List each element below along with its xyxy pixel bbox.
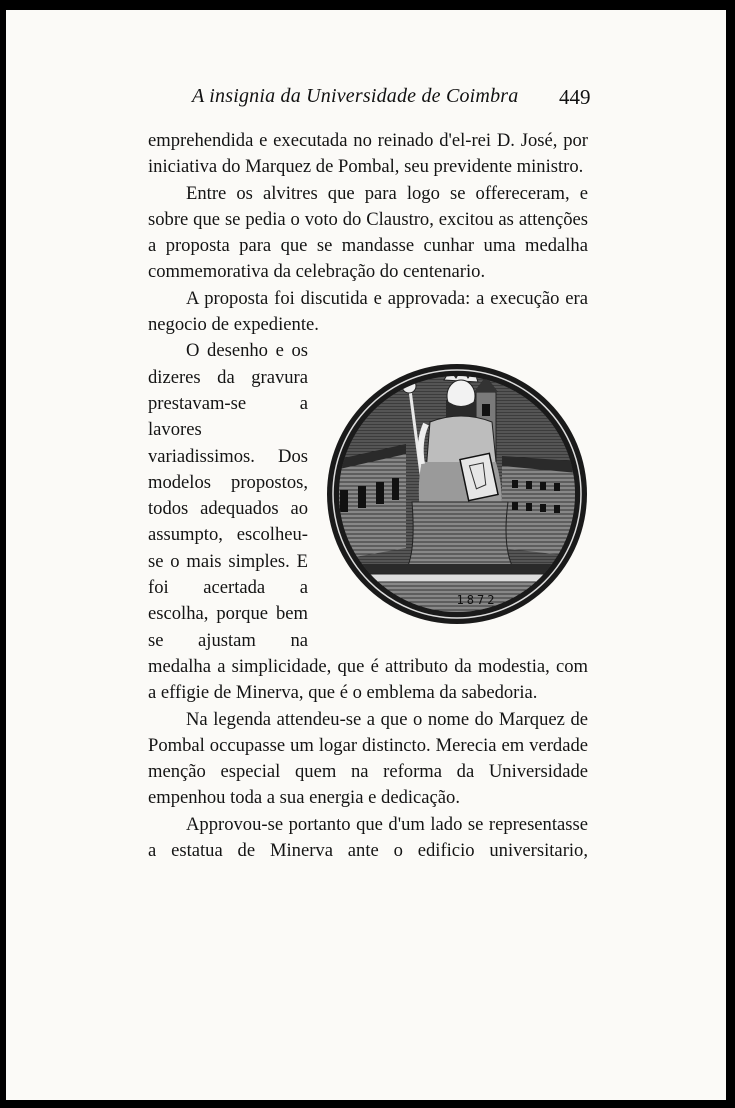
paragraph-6: Approvou-se portanto que d'um lado se representasse a estatua de Minerva ante o edificio universitario, — [148, 813, 588, 862]
paragraph-5: Na legenda attendeu-se a que o nome do Marquez de Pombal occupasse um logar distincto. Merecia em verdade menção especial quem na reforma da Universidade empenhou toda a sua energia e dedicação. — [148, 708, 588, 809]
medal-year: 1872 — [456, 593, 498, 608]
paragraph-4: O desenho e os dizeres da gravura prestavam-se a lavores variadissimos. Dos modelos propostos, todos adequados ao assumpto, escolheu-se o mais simples. E foi acertada a escolha, porque bem se ajustam na medalha a simplicidade, que é attributo da modestia, com a effigie de Minerva, que é o emblema da sabedoria. — [148, 340, 588, 704]
book-page — [6, 10, 726, 1100]
page-header — [6, 85, 726, 115]
body-text — [148, 128, 588, 864]
paragraph-2: Entre os alvitres que para logo se offereceram, e sobre que se pedia o voto do Claustro, excitou as attenções a proposta para que se mandasse cunhar uma medalha commemorativa da celebração do centenario. — [148, 182, 588, 283]
running-title: A insignia da Universidade de Coimbra — [192, 85, 519, 107]
paragraph-1: emprehendida e executada no reinado d'el-rei D. José, por iniciativa do Marquez de Pombal, seu previdente ministro. — [148, 130, 588, 178]
medal-illustration — [324, 352, 588, 638]
page-number: 449 — [559, 85, 591, 109]
paragraph-3: A proposta foi discutida e approvada: a execução era negocio de expediente. — [148, 287, 588, 336]
minerva-medal-engraving — [326, 352, 588, 636]
